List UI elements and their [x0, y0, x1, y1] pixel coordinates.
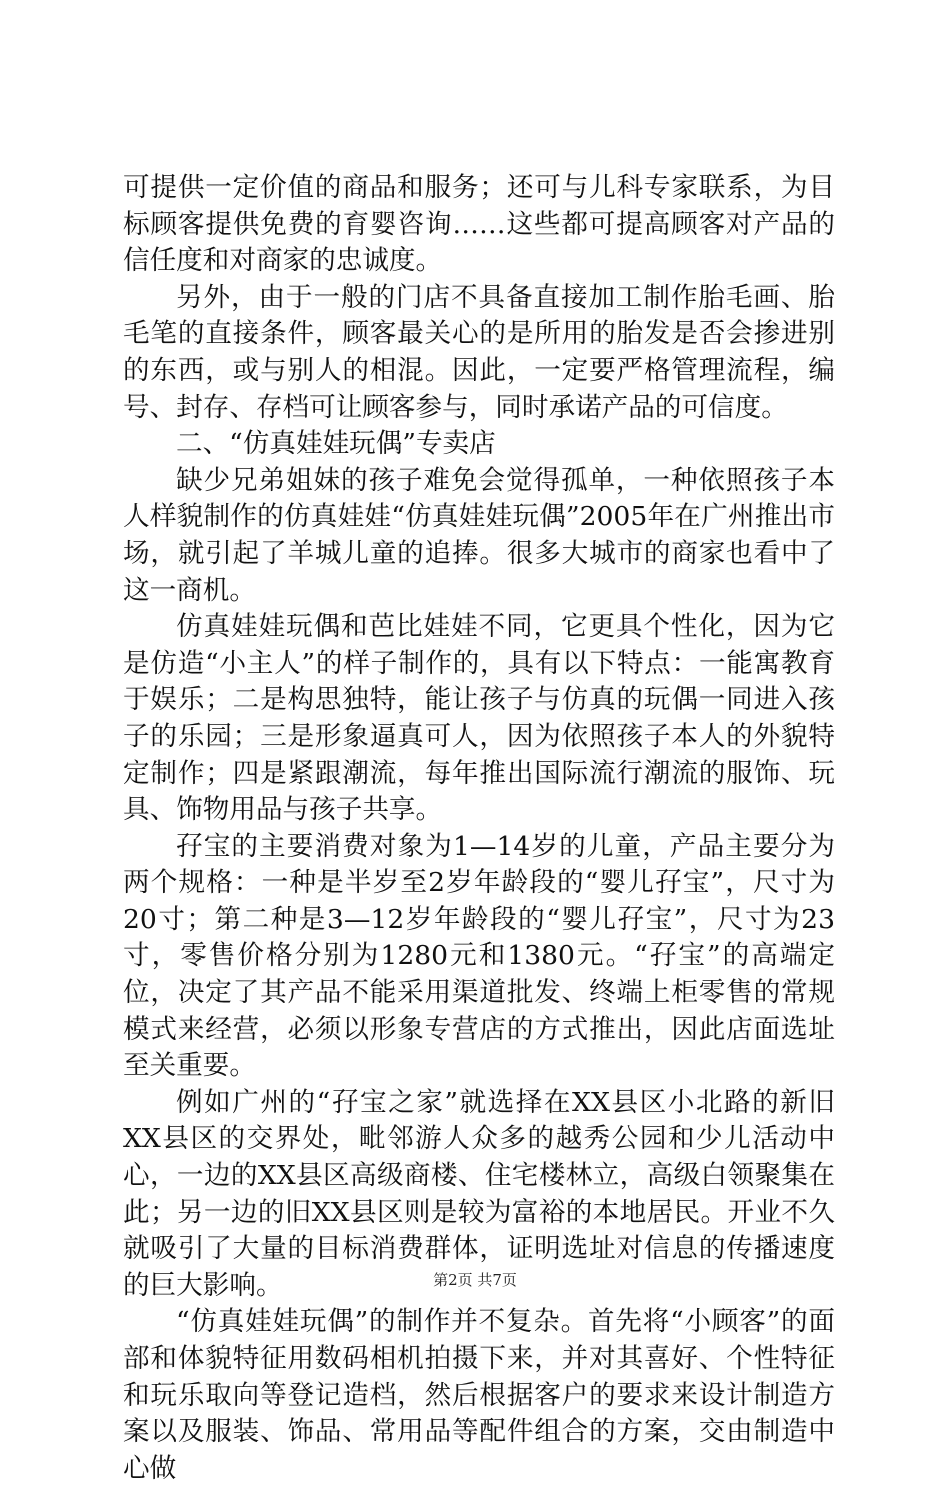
page-number-footer: 第2页 共7页 [433, 1271, 517, 1289]
paragraph: 缺少兄弟姐妹的孩子难免会觉得孤单，一种依照孩子本人样貌制作的仿真娃娃“仿真娃娃玩偶”2005年在广州推出市场，就引起了羊城儿童的追捧。很多大城市的商家也看中了这一商机。 [123, 464, 835, 606]
paragraph: 孖宝的主要消费对象为1—14岁的儿童，产品主要分为两个规格：一种是半岁至2岁年龄段的“婴儿孖宝”，尺寸为20寸；第二种是3—12岁年龄段的“婴儿孖宝”，尺寸为23寸，零售价格分别为1280元和1380元。“孖宝”的高端定位，决定了其产品不能采用渠道批发、终端上柜零售的常规模式来经营，必须以形象专营店的方式推出，因此店面选址至关重要。 [123, 830, 835, 1082]
paragraph: 另外，由于一般的门店不具备直接加工制作胎毛画、胎毛笔的直接条件，顾客最关心的是所用的胎发是否会掺进别的东西，或与别人的相混。因此，一定要严格管理流程，编号、封存、存档可让顾客参与，同时承诺产品的可信度。 [123, 281, 835, 423]
paragraph: 例如广州的“孖宝之家”就选择在XX县区小北路的新旧XX县区的交界处，毗邻游人众多的越秀公园和少儿活动中心，一边的XX县区高级商楼、住宅楼林立，高级白领聚集在此；另一边的旧XX县区则是较为富裕的本地居民。开业不久就吸引了大量的目标消费群体，证明选址对信息的传播速度的巨大影响。 [123, 1086, 835, 1301]
section-heading: 二、“仿真娃娃玩偶”专卖店 [176, 428, 496, 460]
paragraph-continuation: 可提供一定价值的商品和服务；还可与儿科专家联系，为目标顾客提供免费的育婴咨询……这些都可提高顾客对产品的信任度和对商家的忠诚度。 [123, 172, 835, 277]
paragraph: 仿真娃娃玩偶和芭比娃娃不同，它更具个性化，因为它是仿造“小主人”的样子制作的，具有以下特点：一能寓教育于娱乐；二是构思独特，能让孩子与仿真的玩偶一同进入孩子的乐园；三是形象逼真可人，因为依照孩子本人的外貌特定制作；四是紧跟潮流，每年推出国际流行潮流的服饰、玩具、饰物用品与孩子共享。 [123, 611, 835, 826]
paragraph: “仿真娃娃玩偶”的制作并不复杂。首先将“小顾客”的面部和体貌特征用数码相机拍摄下来，并对其喜好、个性特征和玩乐取向等登记造档，然后根据客户的要求来设计制造方案以及服装、饰品、常用品等配件组合的方案，交由制造中心做 [123, 1306, 835, 1484]
